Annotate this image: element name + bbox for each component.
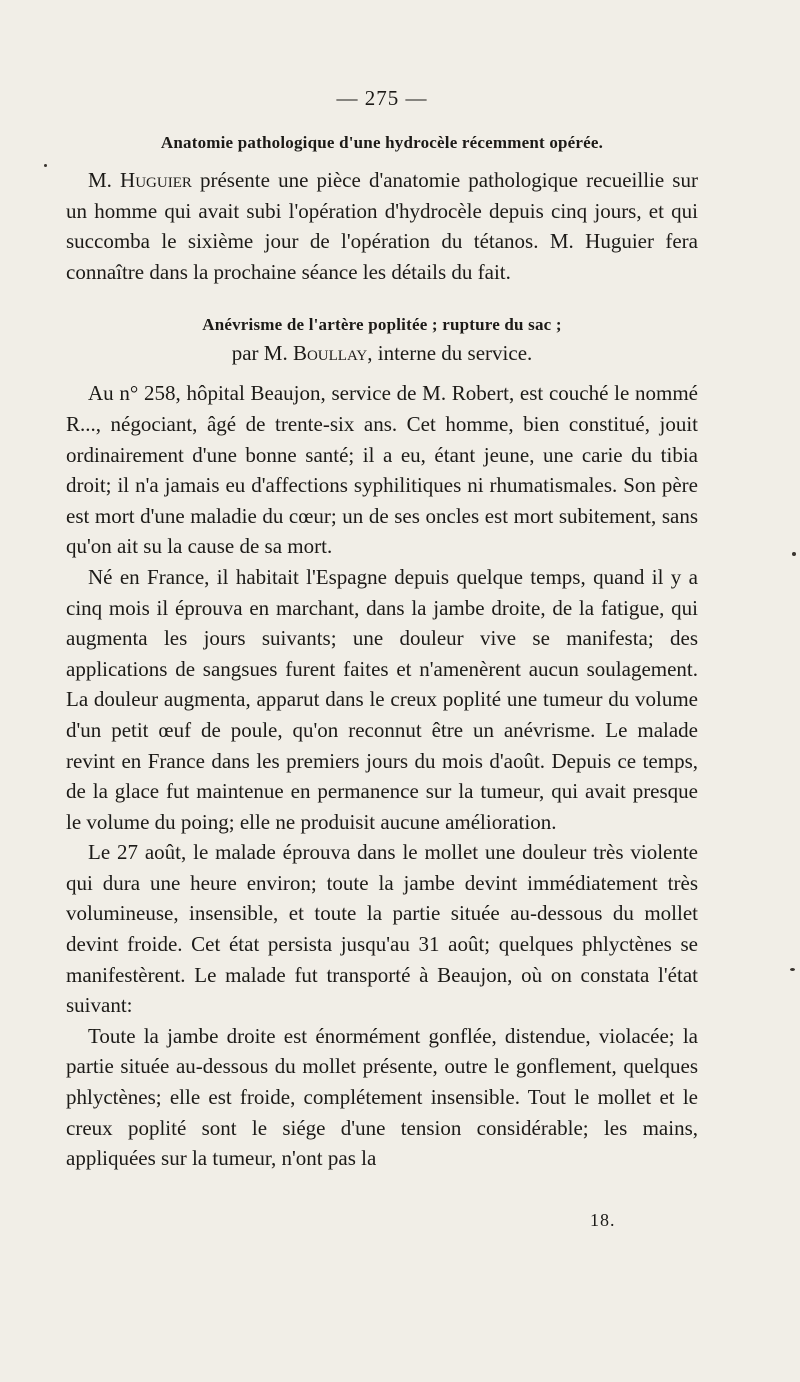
section-heading-anevrisme: Anévrisme de l'artère poplitée ; rupture du sac ; — [202, 315, 562, 335]
page-body — [66, 86, 698, 1174]
paragraph-case-rupture: Le 27 août, le malade éprouva dans le mollet une douleur très violente qui dura une heure environ; toute la jambe devint immédiatement très volumineuse, insensible, et toute la partie située au-dessous du mollet devint froide. Cet état persista jusqu'au 31 août; quelques phlyctènes se manifestèrent. Le malade fut transporté à Beaujon, où on constata l'état suivant: — [66, 840, 698, 1018]
paragraph-text: présente une pièce d'anatomie pathologique recueillie sur un homme qui avait subi l'opération d'hydrocèle depuis cinq jours, et qui succomba le sixième jour de l'opération du tétanos. M. Huguier fera connaître dans la prochaine séance les détails du fait. — [66, 168, 698, 284]
paper-speck-left — [44, 164, 47, 167]
paragraph-hydrocele — [66, 165, 698, 287]
byline-suffix: , interne du service. — [367, 341, 533, 366]
page-number: — 275 — — [336, 86, 428, 110]
author-name-boullay: Boullay — [292, 341, 368, 366]
signature-mark: 18. — [590, 1210, 616, 1230]
paragraph-case-history: Né en France, il habitait l'Espagne depuis quelque temps, quand il y a cinq mois il éprouva en marchant, dans la jambe droite, de la fatigue, qui augmenta les jours suivants; une douleur vive se manifesta; des applications de sangsues furent faites et n'amenèrent aucun soulagement. La douleur augmenta, apparut dans le creux poplité une tumeur du volume d'un petit œuf de poule, qu'on reconnut être un anévrisme. Le malade revint en France dans les premiers jours du mois d'août. Depuis ce temps, de la glace fut maintenue en permanence sur la tumeur, qui avait presque le volume du poing; elle ne produisit aucune amélioration. — [66, 564, 698, 834]
paper-speck-right-lower — [790, 968, 795, 971]
section-heading-hydrocele: Anatomie pathologique d'une hydrocèle récemment opérée. — [160, 133, 604, 152]
paper-speck-right — [792, 552, 796, 556]
byline-prefix: par M. — [231, 341, 293, 366]
byline — [66, 341, 698, 366]
paragraph-case-intro: Au n° 258, hôpital Beaujon, service de M. Robert, est couché le nommé R..., négociant, âgé de trente-six ans. Cet homme, bien constitué, jouit ordinairement d'une bonne santé; il a eu, étant jeune, une carie du tibia droit; il n'a jamais eu d'affections syphilitiques ni rhumatismales. Son père est mort d'une maladie du cœur; un de ses oncles est mort subitement, sans qu'on ait su la cause de sa mort. — [66, 381, 698, 559]
paragraph-case-exam: Toute la jambe droite est énormément gonflée, distendue, violacée; la partie située au-dessous du mollet présente, outre le gonflement, quelques phlyctènes; elle est froide, complétement insensible. Tout le mollet et le creux poplité sont le siége d'une tension considérable; les mains, appliquées sur la tumeur, n'ont pas la — [66, 1023, 698, 1171]
author-name-huguier: Huguier — [120, 168, 192, 192]
paragraph-lead: M. — [88, 168, 121, 192]
